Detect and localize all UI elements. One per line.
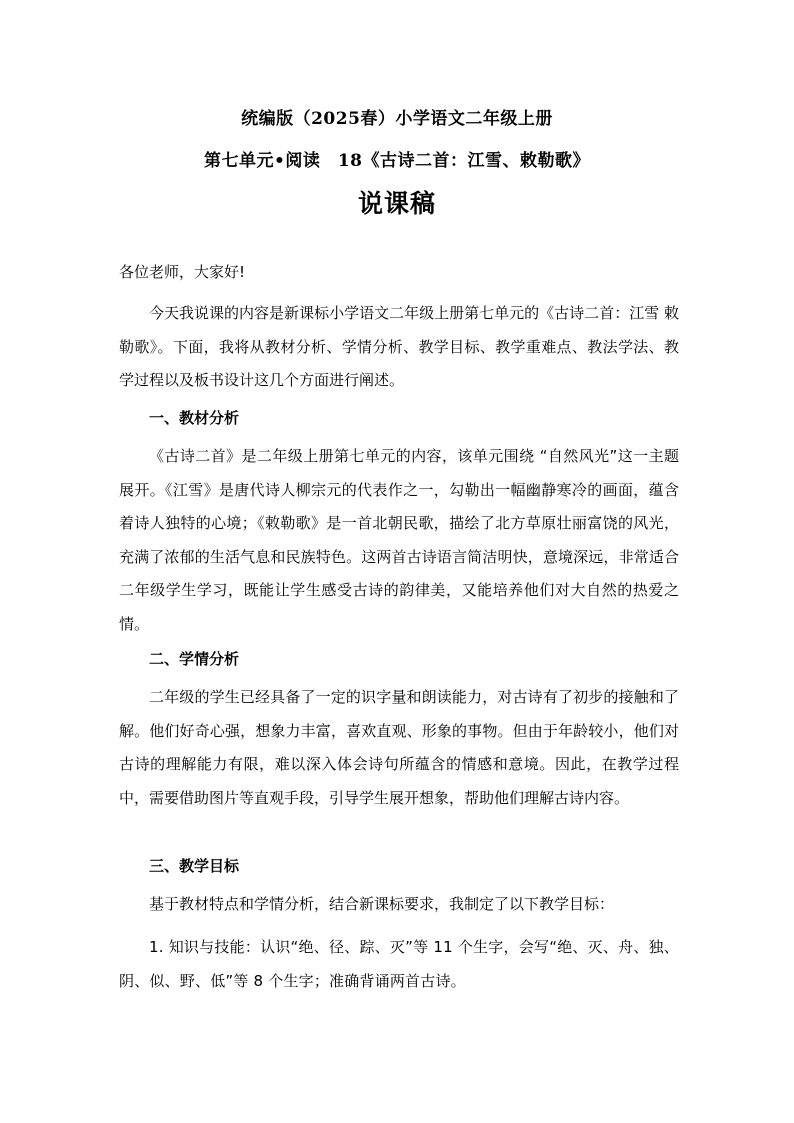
greeting-paragraph: 各位老师，大家好! <box>119 263 246 281</box>
document-title-main: 说课稿 <box>357 189 436 218</box>
section-heading-textbook-analysis: 一、教材分析 <box>149 409 240 427</box>
textbook-analysis-paragraph: 《古诗二首》是二年级上册第七单元的内容，该单元围绕 “自然风光”这一主题展开。《江雪》是唐代诗人柳宗元的代表作之一，勾勒出一幅幽静寒冷的画面，蕴含着诗人独特的心境；《敕勒歌》是一首北朝民歌，描绘了北方草原壮丽富饶的风光，充满了浓郁的生活气息和民族特色。这两首古诗语言简洁明快，意境深远，非常适合二年级学生学习，既能让学生感受古诗的韵律美，又能培养他们对大自然的热爱之情。 <box>119 447 679 633</box>
section-heading-teaching-goals: 三、教学目标 <box>149 857 240 875</box>
teaching-goal-item-1: 1. 知识与技能：认识“绝、径、踪、灭”等 11 个生字，会写“绝、灭、舟、独、阴、似、野、低”等 8 个生字；准确背诵两首古诗。 <box>119 938 679 990</box>
student-analysis-paragraph: 二年级的学生已经具备了一定的识字量和朗读能力，对古诗有了初步的接触和了解。他们好奇心强，想象力丰富，喜欢直观、形象的事物。但由于年龄较小，他们对古诗的理解能力有限，难以深入体会诗句所蕴含的情感和意境。因此，在教学过程中，需要借助图片等直观手段，引导学生展开想象，帮助他们理解古诗内容。 <box>119 688 679 807</box>
teaching-goals-intro: 基于教材特点和学情分析，结合新课标要求，我制定了以下教学目标： <box>149 895 615 913</box>
section-heading-student-analysis: 二、学情分析 <box>149 650 240 668</box>
intro-paragraph: 今天我说课的内容是新课标小学语文二年级上册第七单元的《古诗二首：江雪 敕勒歌》。下面，我将从教材分析、学情分析、教学目标、教学重难点、教法学法、教学过程以及板书设计这几个方面进行阐述。 <box>119 304 679 389</box>
document-title-lesson: 第七单元•阅读 18《古诗二首：江雪、敕勒歌》 <box>203 151 591 171</box>
document-title-textbook: 统编版（2025春）小学语文二年级上册 <box>241 109 553 129</box>
